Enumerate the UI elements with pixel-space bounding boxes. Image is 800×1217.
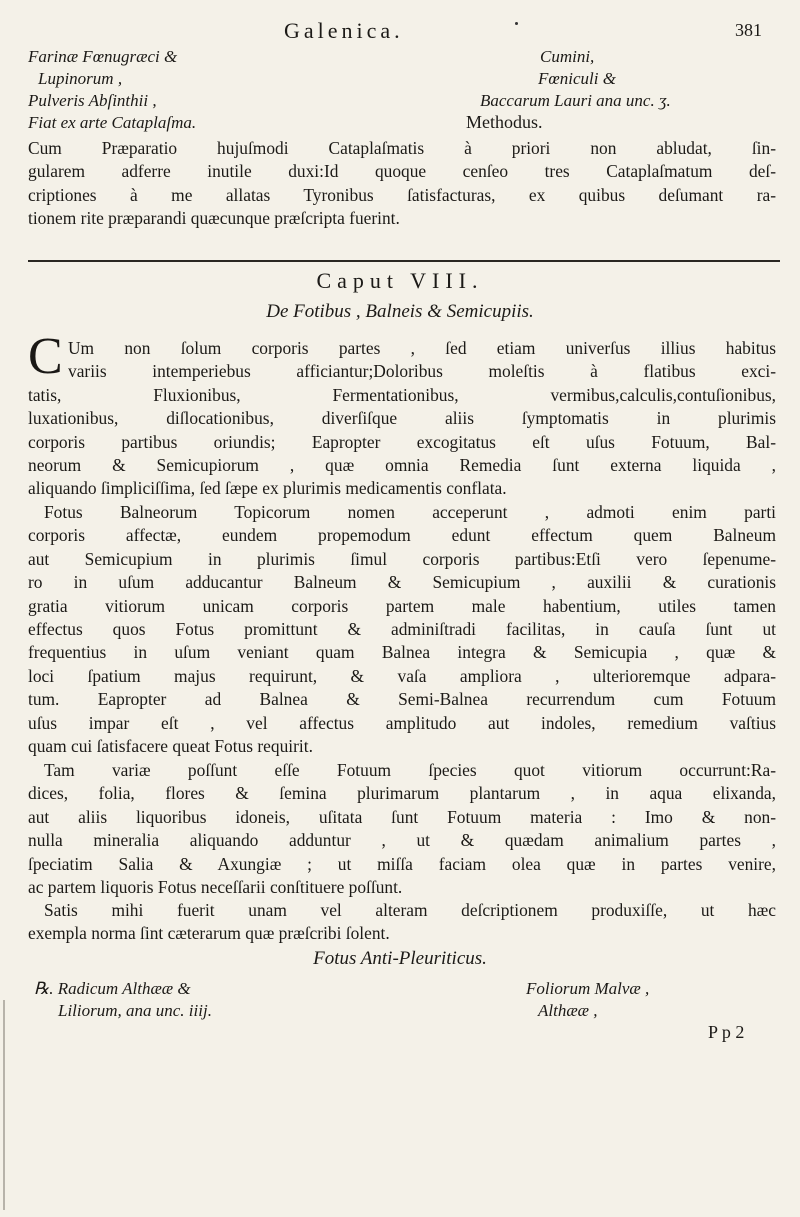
paragraph-2	[28, 501, 776, 758]
chapter-title: Caput VIII.	[316, 268, 484, 293]
text-line: quam cui ſatisfacere queat Fotus requirit.	[28, 736, 313, 757]
text-line: frequentius in uſum veniant quam Balnea integra & Semicupia , quæ &	[28, 642, 776, 663]
text-line: loci ſpatium majus requirunt, & vaſa ampliora , ulterioremque adpara-	[28, 665, 776, 686]
text-line: Tam variæ poſſunt eſſe Fotuum ſpecies quot vitiorum occurrunt:Ra-	[44, 760, 776, 780]
text-line: Satis mihi fuerit unam vel alteram deſcriptionem produxiſſe, ut hæc	[44, 900, 776, 920]
text-line: nulla mineralia aliquando adduntur , ut & quædam animalium partes ,	[28, 830, 776, 851]
text-line: ſpeciatim Salia & Axungiæ ; ut miſſa faciam olea quæ in partes venire,	[28, 853, 776, 874]
binding-shadow	[3, 1000, 5, 1210]
text-line: dices, folia, flores & ſemina plurimarum plantarum , in aqua elixanda,	[28, 783, 776, 804]
recipe-line: ℞. Radicum Althææ &	[34, 979, 191, 998]
recipe-line: Liliorum, ana unc. iiij.	[58, 1001, 212, 1020]
page-number: 381	[735, 20, 762, 40]
recipe-bottom-left	[28, 978, 358, 1022]
text-line: exempla norma ſint cæterarum quæ præſcribi ſolent.	[28, 923, 390, 944]
text-line: criptiones à me allatas Tyronibus ſatisfacturas, ex quibus deſumant ra-	[28, 184, 776, 205]
text-line: tionem rite præparandi quæcunque præſcripta fuerint.	[28, 208, 400, 229]
text-line: Fotus Balneorum Topicorum nomen acceperunt , admoti enim parti	[44, 502, 776, 522]
text-line: effectus quos Fotus promittunt & adminiſtradi facilitas, in cauſa ſunt ut	[28, 619, 776, 640]
text-line: corporis affectæ, eundem propemodum edunt effectum quem Balneum	[28, 525, 776, 546]
text-line: tatis, Fluxionibus, Fermentationibus, vermibus,calculis,contuſionibus,	[28, 384, 776, 405]
recipe-top-right	[470, 46, 770, 112]
paragraph-method	[28, 137, 776, 231]
recipe-line: Fœniculi &	[538, 69, 616, 88]
running-head: Galenica.	[284, 18, 404, 43]
text-line: aliquando ſimpliciſſima, ſed ſæpe ex plurimis medicamentis conflata.	[28, 478, 507, 499]
text-line: uſus impar eſt , vel affectus amplitudo aut indoles, remedium vaſtius	[28, 712, 776, 733]
text-line: gularem adferre inutile duxi:Id quoque cenſeo tres Cataplaſmatum deſ-	[28, 161, 776, 182]
method-label: Methodus.	[466, 112, 543, 132]
recipe-line: Baccarum Lauri ana unc. ʒ.	[480, 91, 671, 110]
chapter-subtitle: De Fotibus , Balneis & Semicupiis.	[266, 301, 534, 322]
ink-speck	[515, 22, 518, 25]
recipe-line: Cumini,	[540, 47, 595, 66]
text-line: aut Semicupium in plurimis ſimul corporis partibus:Etſi vero ſepenume-	[28, 548, 776, 569]
recipe-line: Foliorum Malvæ ,	[526, 979, 650, 998]
text-line: neorum & Semicupiorum , quæ omnia Remedia ſunt externa liquida ,	[28, 455, 776, 476]
text-line: ro in uſum adducantur Balneum & Semicupium , auxilii & curationis	[28, 572, 776, 593]
paragraph-1	[28, 328, 776, 501]
drop-cap: C	[28, 328, 63, 385]
recipe-heading: Fotus Anti-Pleuriticus.	[313, 948, 487, 969]
text-line: aut aliis liquoribus idoneis, uſitata ſunt Fotuum materia : Imo & non-	[28, 806, 776, 827]
text-line: gratia vitiorum unicam corporis partem male habentium, utiles tamen	[28, 595, 776, 616]
recipe-bottom-right	[470, 978, 770, 1022]
catchword: P p 2	[708, 1022, 745, 1042]
paragraph-3	[28, 759, 776, 899]
text-line: ac partem liquoris Fotus neceſſarii conſtituere poſſunt.	[28, 877, 403, 898]
text-line: Cum Præparatio hujuſmodi Cataplaſmatis à priori non abludat, ſin-	[28, 138, 776, 158]
recipe-top-left	[28, 46, 358, 134]
text-line: tum. Eapropter ad Balnea & Semi-Balnea recurrendum cum Fotuum	[28, 689, 776, 710]
recipe-line: Farinæ Fœnugræci &	[28, 47, 178, 66]
text-line: luxationibus, diſlocationibus, diverſiſque aliis ſymptomatis in plurimis	[28, 408, 776, 429]
recipe-line: Althææ ,	[538, 1001, 598, 1020]
paragraph-4	[28, 899, 776, 946]
recipe-line: Pulveris Abſinthii ,	[28, 91, 157, 110]
section-divider	[28, 260, 780, 262]
text-line: Um non ſolum corporis partes , ſed etiam univerſus illius habitus	[68, 338, 776, 358]
text-line: variis intemperiebus afficiantur;Doloribus moleſtis à flatibus exci-	[68, 361, 776, 382]
recipe-line: Fiat ex arte Cataplaſma.	[28, 113, 197, 132]
recipe-line: Lupinorum ,	[38, 69, 123, 88]
text-line: corporis partibus oriundis; Eapropter excogitatus eſt uſus Fotuum, Bal-	[28, 431, 776, 452]
page-header	[0, 14, 800, 44]
